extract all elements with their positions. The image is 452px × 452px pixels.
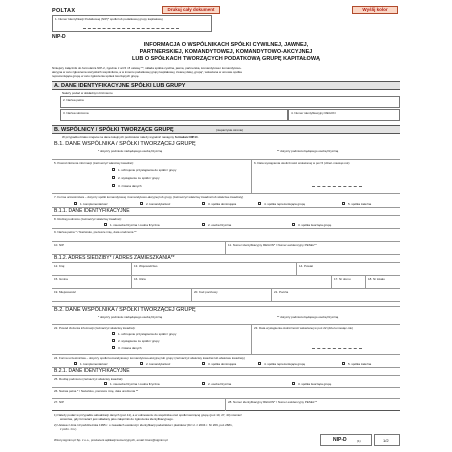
- footer-page-number: 1/2: [383, 437, 389, 443]
- b2-representing-label: 4. spółka reprezentująca grupę: [264, 362, 306, 366]
- b11-type-person-label: 2. osoba fizyczna: [208, 223, 232, 227]
- section-b-note-form: formularz NIP-D.: [174, 135, 199, 139]
- b12-house-field[interactable]: [332, 276, 366, 289]
- b2-parent-company-checkbox[interactable]: [202, 362, 205, 365]
- b1-reason-row: [52, 160, 400, 194]
- b1-general-partner-label: 1. komplementariusz: [80, 202, 108, 206]
- section-b-note: [62, 136, 198, 139]
- b21-type-group-label: 3. spółka tworząca grupę: [298, 382, 332, 386]
- b2-general-partner-label: 1. komplementariusz: [80, 362, 108, 366]
- footer-form-id: [320, 434, 372, 446]
- b11-type-nonperson-checkbox[interactable]: [104, 223, 107, 226]
- b2-reason-cell: [52, 325, 252, 355]
- b12-apt-label: 18. Nr lokalu: [368, 277, 385, 281]
- b2-reason-row: [52, 325, 400, 355]
- b2-representing-checkbox[interactable]: [258, 362, 261, 365]
- b21-type-nonperson-checkbox[interactable]: [104, 382, 107, 385]
- b21-id-row: [52, 399, 400, 411]
- b12-postoffice-label: 21. Poczta: [274, 290, 289, 294]
- section-b-note-text: W przypadku braku miejsca na dane kolejnych podmiotów należy wypełnić następny: [62, 135, 175, 139]
- section-a-note: Należy podać w dokładnym brzmieniu.: [62, 91, 114, 95]
- b1-subsidiary-label: 5. spółka zależna: [348, 202, 372, 206]
- b12-country-label: 12. Kraj: [54, 264, 65, 268]
- short-name-field[interactable]: [60, 109, 288, 121]
- b12-commune-label: 15. Gmina: [54, 277, 68, 281]
- b2-general-partner-checkbox[interactable]: [74, 362, 77, 365]
- b12-apt-field[interactable]: [366, 276, 400, 289]
- b12-row3: [52, 289, 400, 302]
- b2-sub-right: ** dotyczy podmiotu będącego osobą fizyczną: [277, 315, 339, 319]
- b11-type-group-label: 3. spółka tworząca grupę: [298, 223, 332, 227]
- b21-title: B.2.1. DANE IDENTYFIKACYJNE: [54, 368, 130, 374]
- b11-type-row: [52, 216, 400, 229]
- b1-reason-change-checkbox[interactable]: [112, 184, 115, 187]
- b12-commune-field[interactable]: [52, 276, 132, 289]
- b1-title: B.1. DANE WSPÓLNIKA / SPÓŁKI TWORZĄCEJ GRUPĘ: [54, 141, 196, 147]
- b12-street-field[interactable]: [132, 276, 332, 289]
- b2-reason-join-label: 1. uzbrojenie przystąpienia do spółki / grupy: [118, 332, 177, 336]
- footer-credit: Wzory.sigmim.pl Sp. z o.o., producent aplikacji komercyjnych, email: biuro@sigmim.pl: [54, 438, 168, 442]
- form-code: NIP-D: [52, 34, 66, 40]
- b1-sub-right: ** dotyczy podmiotu będącego osobą fizyczną: [277, 149, 339, 153]
- b21-regon-field[interactable]: [226, 399, 400, 411]
- b2-sub-left: * dotyczy podmiotu niebędącego osobą fizyczną: [98, 315, 163, 319]
- form-page: [52, 6, 400, 448]
- b1-header: [52, 141, 400, 160]
- b1-date-label: 6. Data wystąpienia okoliczności wskazanej w poz.5 (dzień-miesiąc-rok): [254, 161, 350, 165]
- b1-reason-join-checkbox[interactable]: [112, 168, 115, 171]
- b1-representing-label: 4. spółka reprezentująca grupę: [264, 202, 306, 206]
- b11-title: B.1.1. DANE IDENTYFIKACYJNE: [54, 208, 130, 214]
- b21-type-person-label: 2. osoba fizyczna: [208, 382, 232, 386]
- b11-nip-field[interactable]: [52, 242, 226, 255]
- b2-reason-join-checkbox[interactable]: [112, 332, 115, 335]
- b2-reason-label: 22. Powód złożenia informacji (zaznaczyć właściwy kwadrat):: [54, 326, 136, 330]
- b2-date-field[interactable]: [252, 325, 400, 355]
- b1-reason-cell: [52, 160, 252, 194]
- b2-reason-change-checkbox[interactable]: [112, 346, 115, 349]
- nip-field[interactable]: [52, 15, 212, 32]
- short-name-label: 3. Nazwa skrócona: [63, 111, 89, 115]
- b2-date-line: [312, 348, 362, 349]
- b2-title: B.2. DANE WSPÓLNIKA / SPÓŁKI TWORZĄCEJ GRUPĘ: [54, 307, 196, 313]
- b11-id-row: [52, 242, 400, 255]
- b21-type-nonperson-label: 1. nieosoba fizyczna / osoba fizyczna: [110, 382, 160, 386]
- b1-form-label: 7. Forma uczestnictwa – dotyczy spółki komandytowej i komandytowo-akcyjnej lub grupy (zaznaczyć właściwy kwadrat lub właściwe kwadraty): [54, 195, 244, 199]
- nip-input-line: [83, 28, 179, 29]
- form-title-line2: PARTNERSKIEJ, KOMANDYTOWEJ, KOMANDYTOWO-AKCYJNEJ: [139, 49, 313, 55]
- footer-form-id-text: NIP-D: [333, 437, 347, 443]
- b12-county-label: 14. Powiat: [299, 264, 314, 268]
- b2-reason-change-label: 3. zmiana danych: [118, 346, 142, 350]
- footnote-1: 1) Należy podać w przypadku aktualizacji danych (poz.11), a w odniesieniu do wspólnika oraz spółki tworzącej grupę (poz.10, 27, 44) również: [54, 413, 242, 417]
- b21-nip-field[interactable]: [52, 399, 226, 411]
- b12-county-field[interactable]: [297, 263, 400, 276]
- b2-limited-partner-label: 2. komandytariusz: [146, 362, 171, 366]
- b21-name-field[interactable]: [52, 388, 400, 399]
- b1-reason-label: 5. Powód złożenia informacji (zaznaczyć właściwy kwadrat):: [54, 161, 134, 165]
- b11-regon-label: 11. Numer identyfikacyjny REGON* / Numer ewidencyjny PESEL**: [228, 243, 317, 247]
- b1-limited-partner-label: 2. komandytariusz: [146, 202, 171, 206]
- intro-line3: reprezentująca grupę w celu zgłoszenia spółek tworzących grupę.: [52, 74, 140, 78]
- b12-city-label: 19. Miejscowość: [54, 290, 77, 294]
- b1-reason-leave-label: 2. wystąpienie ze spółki / grupy: [118, 176, 160, 180]
- b1-form-row: [52, 194, 400, 208]
- b1-parent-company-checkbox[interactable]: [202, 202, 205, 205]
- b12-row1: [52, 263, 400, 276]
- footer-page-box: [374, 434, 400, 446]
- b1-sub-left: * dotyczy podmiotu niebędącego osobą fizyczną: [98, 149, 163, 153]
- form-title-line3: LUB O SPÓŁKACH TWORZĄCYCH PODATKOWĄ GRUPĘ KAPITAŁOWĄ: [131, 56, 320, 62]
- b1-representing-checkbox[interactable]: [258, 202, 261, 205]
- b12-voivodeship-label: 13. Województwo: [134, 264, 158, 268]
- b12-city-field[interactable]: [52, 289, 192, 302]
- b21-name-label: 26. Nazwa pełna * / Nazwisko, pierwsze imię, data urodzenia **: [54, 389, 139, 393]
- print-all-button[interactable]: Drukuj cały dokument: [162, 6, 220, 14]
- b21-type-person-checkbox[interactable]: [202, 382, 205, 385]
- b2-form-row: [52, 355, 400, 368]
- b1-limited-partner-checkbox[interactable]: [140, 202, 143, 205]
- b12-row2: [52, 276, 400, 289]
- b1-reason-leave-checkbox[interactable]: [112, 176, 115, 179]
- regon-field[interactable]: [288, 109, 400, 121]
- b12-house-label: 17. Nr domu: [334, 277, 351, 281]
- form-title-line1: INFORMACJA O WSPÓLNIKACH SPÓŁKI CYWILNEJ, JAWNEJ,: [143, 42, 309, 48]
- section-b-title-note: (nieparzyste stronie): [216, 127, 244, 132]
- b11-type-group-checkbox[interactable]: [292, 223, 295, 226]
- b1-reason-change-label: 3. zmiana danych: [118, 184, 142, 188]
- b1-reason-join-label: 1. uzbrojenie przystąpienia do spółki / grupy: [118, 168, 177, 172]
- b12-postcode-label: 20. Kod pocztowy: [194, 290, 218, 294]
- b1-date-field[interactable]: [252, 160, 400, 194]
- b21-header: [52, 368, 400, 376]
- section-a-title: A. DANE IDENTYFIKACYJNE SPÓŁKI LUB GRUPY: [54, 82, 186, 89]
- b12-header: [52, 255, 400, 263]
- b11-nip-label: 10. NIP: [54, 243, 65, 247]
- section-a-header: [52, 81, 400, 90]
- b21-nip-label: 27. NIP: [54, 400, 65, 404]
- b2-date-label: 23. Data wystąpienia okoliczności wskazanej w poz.22 (dzień-miesiąc-rok): [254, 326, 353, 330]
- intro-line1: Niniejszy załącznik do formularza NIP-2, zgodnie z art.5 i 8 ustawy **, składa spółka cywilna, jawna, partnerska, komandytowa i komandytowo-: [52, 66, 242, 70]
- nip-field-label: 1. Numer Identyfikacji Podatkowej (NIP)* spółki lub podatkowej grupy kapitałowej: [55, 17, 163, 21]
- b21-type-row: [52, 376, 400, 388]
- b12-country-field[interactable]: [52, 263, 132, 276]
- b11-name-field[interactable]: [52, 229, 400, 242]
- print-color-button[interactable]: Wyślij kolor: [352, 6, 398, 14]
- footnote-2b: z późn. zm.): [60, 427, 77, 431]
- b11-header: [52, 208, 400, 216]
- b2-parent-company-label: 3. spółka dominująca: [208, 362, 237, 366]
- section-b-header: [52, 125, 400, 134]
- b21-type-label: 25. Rodzaj podmiotu (zaznaczyć właściwy kwadrat):: [54, 377, 124, 381]
- b2-reason-leave-label: 2. wystąpienie ze spółki / grupy: [118, 339, 160, 343]
- b11-type-nonperson-label: 1. nieosoba fizyczna / osoba fizyczna: [110, 223, 160, 227]
- section-b-title: B. WSPÓLNICY / SPÓŁKI TWORZĄCE GRUPĘ: [54, 126, 174, 133]
- b2-subsidiary-label: 5. spółka zależna: [348, 362, 372, 366]
- b2-subsidiary-checkbox[interactable]: [342, 362, 345, 365]
- b21-regon-label: 28. Numer identyfikacyjny REGON* / Numer ewidencyjny PESEL**: [228, 400, 317, 404]
- intro-line2: akcyjna w celu zgłoszenia wszystkich wspólników, a w imieniu podatkowej grupy kapitałowej, zwanej dalej „grupą", wskazana w umowie spółka: [52, 70, 242, 74]
- b1-subsidiary-checkbox[interactable]: [342, 202, 345, 205]
- footer-form-sub: (1): [357, 439, 361, 443]
- b11-type-label: 8. Rodzaj podmiotu (zaznaczyć właściwy kwadrat):: [54, 217, 122, 221]
- b11-type-person-checkbox[interactable]: [202, 223, 205, 226]
- b11-regon-field[interactable]: [226, 242, 400, 255]
- b12-voivodeship-field[interactable]: [132, 263, 297, 276]
- b2-reason-leave-checkbox[interactable]: [112, 339, 115, 342]
- b21-type-group-checkbox[interactable]: [292, 382, 295, 385]
- b12-street-label: 16. Ulica: [134, 277, 146, 281]
- full-name-label: 2. Nazwa pełna: [63, 98, 84, 102]
- brand-label: POLTAX: [52, 8, 76, 14]
- full-name-field[interactable]: [60, 96, 400, 108]
- b2-form-label: 24. Forma uczestnictwa – dotyczy spółki komandytowej i komandytowo-akcyjnej lub grupy (zaznaczyć właściwy kwadrat lub właściwe kwadraty): [54, 356, 245, 360]
- b1-general-partner-checkbox[interactable]: [74, 202, 77, 205]
- b1-parent-company-label: 3. spółka dominująca: [208, 202, 237, 206]
- b1-date-line: [312, 186, 362, 187]
- regon-label: 4. Numer identyfikacyjny REGON: [291, 111, 336, 115]
- b2-header: [52, 306, 400, 325]
- b11-name-label: 9. Nazwa pełna * / Nazwisko, pierwsze imię, data urodzenia **: [54, 230, 137, 234]
- b12-postcode-field[interactable]: [192, 289, 272, 302]
- b12-postoffice-field[interactable]: [272, 289, 400, 302]
- b12-title: B.1.2. ADRES SIEDZIBY* / ADRES ZAMIESZKANIA**: [54, 255, 175, 261]
- footnote-2: 2) Ustawa z dnia 13 października 1995 r. o zasadach ewidencji i identyfikacji podatników i płatników (Dz.U. z 2004 r. Nr 269, poz.2681,: [54, 423, 233, 427]
- b2-limited-partner-checkbox[interactable]: [140, 362, 143, 365]
- footnote-1b: wówczas, gdy formularz jest składany jako załącznik do zgłoszenia identyfikacyjnego.: [60, 417, 174, 421]
